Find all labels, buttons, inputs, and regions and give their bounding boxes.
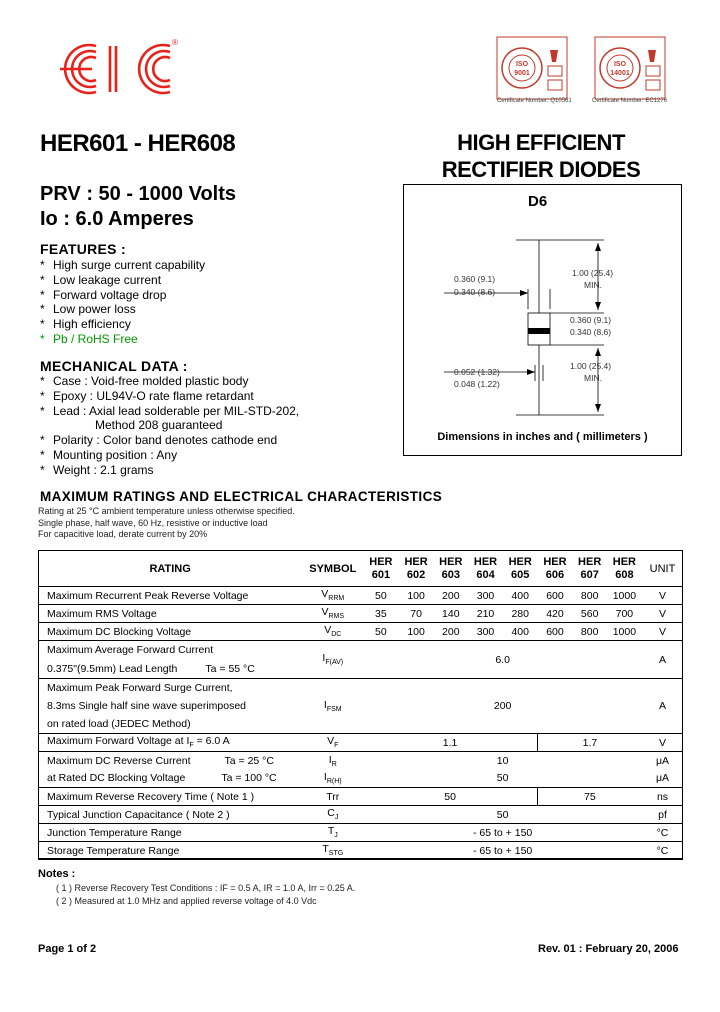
dim-wire-min: 0.048 (1.22) (454, 379, 500, 389)
cell: 700 (607, 605, 642, 623)
row-symbol: $I_R$ (302, 752, 363, 770)
note-item: ( 2 ) Measured at 1.0 MHz and applied reverse voltage of 4.0 Vdc (56, 895, 317, 906)
dim-lead-top-min: MIN. (584, 280, 602, 290)
cell: 50 (363, 623, 398, 641)
row-symbol: $I_{F(AV)}$ (302, 641, 363, 679)
row-symbol: $I_{R(H)}$ (302, 770, 363, 788)
row-symbol: Trr (302, 788, 363, 806)
table-row (38, 587, 683, 605)
type-title-line1: HIGH EFFICIENT (457, 130, 625, 155)
row-symbol: $I_{FSM}$ (302, 679, 363, 734)
row-rating: Maximum Recurrent Peak Reverse Voltage (38, 587, 302, 605)
table-row-irh (38, 770, 683, 788)
table-row-ir (38, 752, 683, 770)
col-part: HER 607 (573, 551, 607, 587)
feature-item: * Low leakage current (40, 273, 205, 288)
cell: 560 (573, 605, 607, 623)
mechanical-item: * Lead : Axial lead solderable per MIL-STD-202, (40, 404, 299, 419)
cell: 50 (363, 587, 398, 605)
feature-item-rohs: * Pb / RoHS Free (40, 332, 205, 347)
ratings-table (38, 550, 683, 860)
row-symbol: $V_{RRM}$ (302, 587, 363, 605)
dim-wire-max: 0.052 (1.32) (454, 367, 500, 377)
row-rating: Maximum RMS Voltage (38, 605, 302, 623)
row-unit: V (642, 587, 683, 605)
col-part: HER 604 (468, 551, 503, 587)
mechanical-list (40, 374, 299, 478)
cell: - 65 to + 150 (363, 824, 642, 842)
dim-len-min: 0.340 (8.6) (570, 327, 612, 337)
table-row-trr (38, 788, 683, 806)
ratings-note: Rating at 25 °C ambient temperature unless otherwise specified. (38, 506, 295, 516)
col-part: HER 603 (434, 551, 468, 587)
row-unit: °C (642, 842, 683, 860)
table-row (38, 605, 683, 623)
eic-logo (52, 38, 180, 100)
ratings-title: MAXIMUM RATINGS AND ELECTRICAL CHARACTERISTICS (40, 489, 443, 504)
dim-dia-max: 0.360 (9.1) (454, 274, 496, 284)
cell: 280 (503, 605, 537, 623)
row-unit: V (642, 734, 683, 752)
cell: 70 (398, 605, 433, 623)
col-part: HER 602 (398, 551, 433, 587)
registered-mark: ® (172, 38, 178, 47)
cell: 400 (503, 587, 537, 605)
col-part: HER 601 (363, 551, 398, 587)
dim-lead-bot-min: MIN. (584, 373, 602, 383)
row-unit: μA (642, 770, 683, 788)
iso-9001-badge (496, 36, 568, 100)
note-item: ( 1 ) Reverse Recovery Test Conditions : IF = 0.5 A, IR = 1.0 A, Irr = 0.25 A. (56, 883, 356, 893)
row-symbol: $V_{RMS}$ (302, 605, 363, 623)
cell: 800 (573, 587, 607, 605)
diode-outline (404, 185, 681, 455)
features-list (40, 258, 205, 347)
table-row-cj (38, 806, 683, 824)
cell: 600 (537, 587, 572, 605)
col-unit: UNIT (642, 551, 683, 587)
cell: 600 (537, 623, 572, 641)
row-rating: Typical Junction Capacitance ( Note 2 ) (38, 806, 302, 824)
table-row-tstg (38, 842, 683, 860)
ratings-note: Single phase, half wave, 60 Hz, resistive or inductive load (38, 517, 268, 528)
cert-badge-text-2 (0, 0, 5, 1)
dim-lead-bot: 1.00 (25.4) (570, 361, 612, 371)
row-rating: Maximum Reverse Recovery Time ( Note 1 ) (38, 788, 302, 806)
table-row-surge (38, 679, 683, 734)
row-rating: Maximum DC Blocking Voltage (38, 623, 302, 641)
row-unit: A (642, 641, 683, 679)
row-unit: V (642, 623, 683, 641)
row-symbol: $C_J$ (302, 806, 363, 824)
cell: 1000 (607, 587, 642, 605)
cell: 1.1 (363, 734, 537, 752)
iso-14001-label-b: 14001 (610, 70, 630, 77)
row-rating: Storage Temperature Range (38, 842, 302, 860)
row-rating: Maximum Average Forward Current 0.375"(9.5mm) Lead Length Ta = 55 °C (38, 641, 302, 679)
table-row-tj (38, 824, 683, 842)
mechanical-item: * Epoxy : UL94V-O rate flame retardant (40, 389, 299, 404)
cell: 800 (573, 623, 607, 641)
mechanical-item: * Weight : 2.1 grams (40, 463, 299, 478)
cell: 50 (363, 770, 642, 788)
mechanical-item: * Case : Void-free molded plastic body (40, 374, 299, 389)
cell: 200 (434, 587, 468, 605)
features-title: FEATURES : (40, 241, 126, 257)
cell: - 65 to + 150 (363, 842, 642, 860)
feature-item: * Low power loss (40, 302, 205, 317)
cell: 420 (537, 605, 572, 623)
cell: 210 (468, 605, 503, 623)
cell: 200 (434, 623, 468, 641)
notes-title: Notes : (38, 868, 76, 880)
cell: 300 (468, 623, 503, 641)
cert-number-1: Certificate Number: Q10561 (497, 98, 572, 104)
revision-date: Rev. 01 : February 20, 2006 (538, 943, 679, 955)
col-part: HER 605 (503, 551, 537, 587)
cathode-band (528, 328, 550, 334)
table-row-vf (38, 734, 683, 752)
cell: 50 (363, 806, 642, 824)
feature-item: * Forward voltage drop (40, 288, 205, 303)
ratings-note: For capacitive load, derate current by 20% (38, 529, 208, 539)
cell: 300 (468, 587, 503, 605)
row-rating: Maximum Forward Voltage at $I_F = 6.0$ A (38, 734, 302, 752)
cell: 50 (363, 788, 537, 806)
package-diagram (403, 184, 682, 456)
table-row-avg-current (38, 641, 683, 679)
row-symbol: $T_{STG}$ (302, 842, 363, 860)
mechanical-item: * Polarity : Color band denotes cathode end (40, 433, 299, 448)
row-unit: A (642, 679, 683, 734)
row-symbol: $T_J$ (302, 824, 363, 842)
row-unit: μA (642, 752, 683, 770)
cell: 140 (434, 605, 468, 623)
iso-9001-label-b: 9001 (514, 70, 530, 77)
dim-lead-top: 1.00 (25.4) (572, 268, 614, 278)
table-row (38, 623, 683, 641)
row-rating: Junction Temperature Range (38, 824, 302, 842)
cell: 35 (363, 605, 398, 623)
dim-len-max: 0.360 (9.1) (570, 315, 612, 325)
type-title-line2: RECTIFIER DIODES (441, 157, 641, 182)
cert-number-2: Certificate Number: EC1276 (592, 98, 668, 104)
row-unit: pf (642, 806, 683, 824)
iso-14001-badge (594, 36, 666, 100)
cell: 100 (398, 587, 433, 605)
col-symbol: SYMBOL (302, 551, 363, 587)
cell: 6.0 (363, 641, 642, 679)
iso-14001-label-a: ISO (613, 61, 627, 68)
notes-list (56, 882, 355, 907)
cell: 1000 (607, 623, 642, 641)
cell: 100 (398, 623, 433, 641)
cell: 200 (363, 679, 642, 734)
package-name: D6 (528, 193, 548, 210)
iso-9001-label-a: ISO (515, 61, 529, 68)
mechanical-title: MECHANICAL DATA : (40, 358, 188, 374)
page-number: Page 1 of 2 (38, 943, 97, 955)
table-header-row (38, 551, 683, 587)
cell: 1.7 (537, 734, 642, 752)
cell: 400 (503, 623, 537, 641)
row-rating: at Rated DC Blocking Voltage Ta = 100 °C (38, 770, 302, 788)
row-rating: Maximum DC Reverse Current Ta = 25 °C (38, 752, 302, 770)
feature-item: * High surge current capability (40, 258, 205, 273)
col-rating: RATING (38, 551, 302, 587)
row-unit: V (642, 605, 683, 623)
ratings-notes (38, 506, 295, 541)
row-symbol: $V_{DC}$ (302, 623, 363, 641)
cell: 10 (363, 752, 642, 770)
row-unit: ns (642, 788, 683, 806)
row-rating: Maximum Peak Forward Surge Current, 8.3ms Single half sine wave superimposed on rated load (JEDEC Method) (38, 679, 302, 734)
dim-dia-min: 0.340 (8.6) (454, 287, 496, 297)
feature-item: * High efficiency (40, 317, 205, 332)
cell: 75 (537, 788, 642, 806)
prv-spec: PRV : 50 - 1000 Volts (40, 183, 237, 205)
part-range-title: HER601 - HER608 (40, 130, 236, 157)
col-part: HER 606 (537, 551, 572, 587)
row-unit: °C (642, 824, 683, 842)
mechanical-item: Method 208 guaranteed (95, 418, 223, 433)
row-symbol: $V_F$ (302, 734, 363, 752)
col-part: HER 608 (607, 551, 642, 587)
io-spec: Io : 6.0 Amperes (40, 208, 194, 230)
diagram-caption: Dimensions in inches and ( millimeters ) (437, 431, 648, 443)
mechanical-item: * Mounting position : Any (40, 448, 299, 463)
